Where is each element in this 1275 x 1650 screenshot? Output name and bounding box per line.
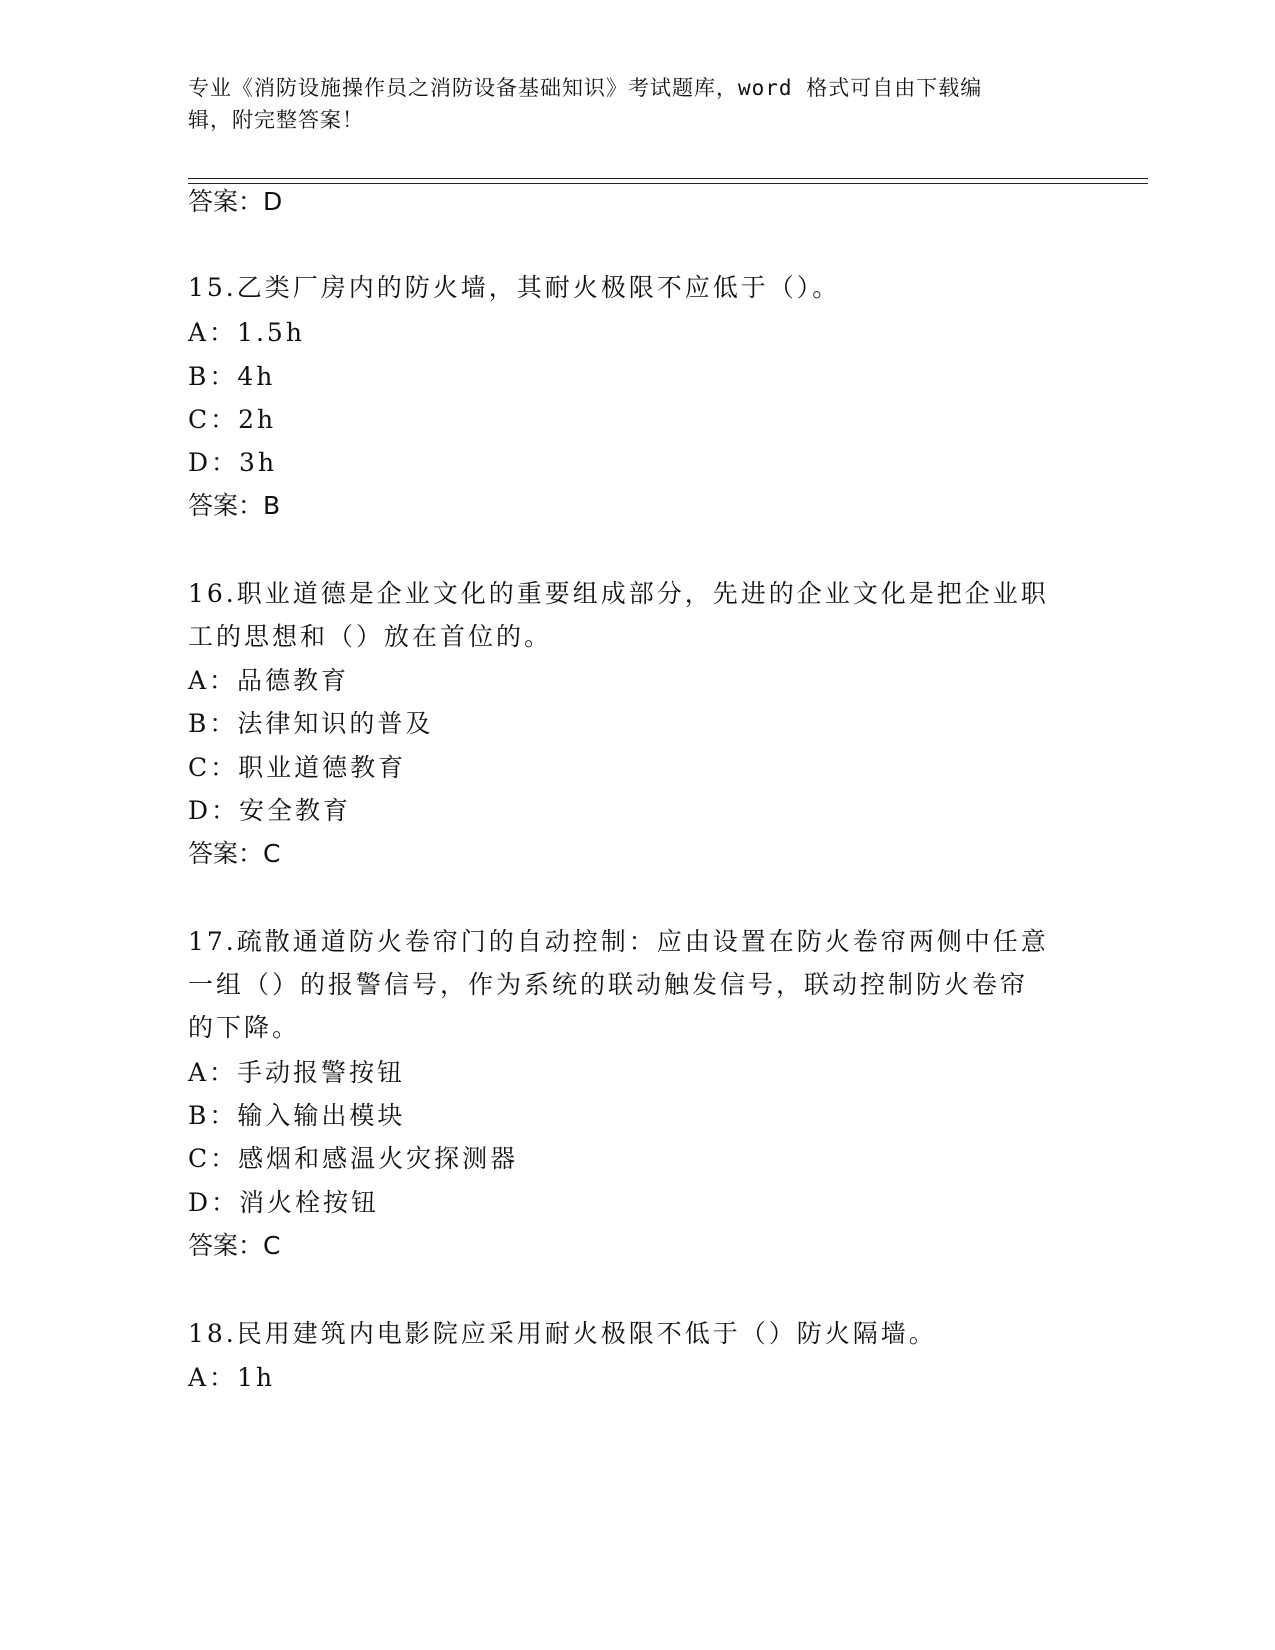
question-17-stem-line-1: 17.疏散通道防火卷帘门的自动控制：应由设置在防火卷帘两侧中任意 [188,927,1049,956]
header-line-1: 专业《消防设施操作员之消防设备基础知识》考试题库，word 格式可自由下载编 [188,76,983,100]
header-line-2: 辑，附完整答案！ [188,108,364,132]
question-15-answer: 答案：B [188,491,281,520]
question-16-option-c: C：职业道德教育 [188,753,407,782]
question-16-answer: 答案：C [188,839,281,868]
question-18-stem: 18.民用建筑内电影院应采用耐火极限不低于（）防火隔墙。 [188,1319,937,1348]
question-15-option-c: C：2h [188,405,277,434]
question-16-option-d: D：安全教育 [188,796,352,825]
question-17-option-c: C：感烟和感温火灾探测器 [188,1144,519,1173]
question-17-stem-line-2: 一组（）的报警信号，作为系统的联动触发信号，联动控制防火卷帘 [188,970,1029,999]
question-15-stem: 15.乙类厂房内的防火墙，其耐火极限不应低于（）。 [188,273,841,302]
question-15-option-a: A：1.5h [188,318,305,347]
question-16-stem-line-2: 工的思想和（）放在首位的。 [188,622,553,651]
header-divider-bottom [188,183,1148,184]
question-17-option-b: B：输入输出模块 [188,1101,406,1130]
question-17-stem-line-3: 的下降。 [188,1013,301,1042]
question-16-stem-line-1: 16.职业道德是企业文化的重要组成部分，先进的企业文化是把企业职 [188,579,1049,608]
header-divider-top [188,178,1148,179]
question-15-option-b: B：4h [188,362,276,391]
answer-14: 答案：D [188,187,283,216]
question-16-option-b: B：法律知识的普及 [188,709,434,738]
question-17-option-d: D：消火栓按钮 [188,1188,380,1217]
question-17-answer: 答案：C [188,1231,281,1260]
question-17-option-a: A：手动报警按钮 [188,1058,406,1087]
document-header [188,72,1078,136]
question-15-option-d: D：3h [188,448,278,477]
question-16-option-a: A：品德教育 [188,666,350,695]
question-18-option-a: A：1h [188,1363,276,1392]
